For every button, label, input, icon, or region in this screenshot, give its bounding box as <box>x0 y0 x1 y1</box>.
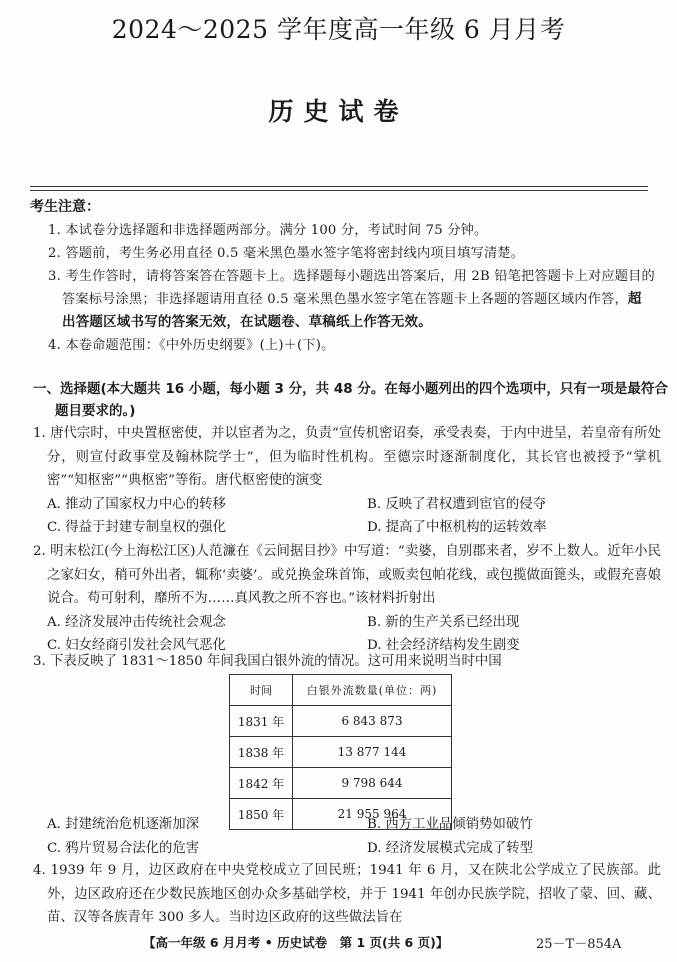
notice-item-4: 4. 本卷命题范围：《中外历史纲要》(上)＋(下)。 <box>48 338 335 353</box>
option-d[interactable]: D. 经济发展模式完成了转型 <box>367 840 534 856</box>
table-cell-year: 1838 年 <box>230 737 293 768</box>
question-3 <box>33 650 661 674</box>
table-cell-amount: 21 955 964 <box>293 799 452 830</box>
section-heading: 一、选择题(本大题共 16 小题，每小题 3 分，共 48 分。在每小题列出的四个选项中，只有一项是最符合题目要求的。) <box>33 381 668 419</box>
question-2 <box>33 540 661 658</box>
candidate-notice <box>30 196 655 357</box>
silver-outflow-table <box>229 674 452 830</box>
table-cell-amount: 6 843 873 <box>293 706 452 737</box>
exam-title: 2024～2025 学年度高一年级 6 月月考 <box>111 15 566 44</box>
option-c[interactable]: C. 得益于封建专制皇权的强化 <box>47 520 226 535</box>
question-4 <box>33 859 661 930</box>
header-divider-top <box>30 186 648 187</box>
option-a[interactable]: A. 推动了国家权力中心的转移 <box>47 496 226 512</box>
table-header-row <box>230 675 452 706</box>
table-header-year: 时间 <box>230 675 293 706</box>
option-a[interactable]: A. 经济发展冲击传统社会观念 <box>47 614 226 630</box>
option-b[interactable]: B. 新的生产关系已经出现 <box>367 614 520 630</box>
table-cell-year: 1831 年 <box>230 706 293 737</box>
header-divider-bottom <box>30 190 648 191</box>
notice-heading: 考生注意： <box>30 199 100 215</box>
option-b[interactable]: B. 反映了君权遭到宦官的侵夺 <box>367 496 547 512</box>
question-3-options <box>33 813 661 860</box>
option-d[interactable]: D. 提高了中枢机构的运转效率 <box>367 520 547 535</box>
table-row <box>230 768 452 799</box>
question-stem: 4. 1939 年 9 月，边区政府在中央党校成立了回民班；1941 年 6 月，又在陕北公学成立了民族部。此外，边区政府还在少数民族地区创办众多基础学校，并于 1941 年创办民族学院，招收了蒙、回、藏、苗、汉等各族青年 300 多人。当时边区政府的这些做法旨在 <box>33 863 661 925</box>
notice-item-2: 2. 答题前，考生务必用直径 0.5 毫米黑色墨水签字笔将密封线内项目填写清楚。 <box>48 246 525 261</box>
table-row <box>230 737 452 768</box>
footer-paper-code: 25－T－854A <box>536 937 622 952</box>
option-d[interactable]: D. 社会经济结构发生剧变 <box>367 638 520 653</box>
options <box>47 493 661 540</box>
option-c[interactable]: C. 鸦片贸易合法化的危害 <box>47 840 200 856</box>
notice-item-1: 1. 本试卷分选择题和非选择题两部分。满分 100 分，考试时间 75 分钟。 <box>48 223 488 238</box>
options <box>47 813 661 860</box>
notice-item-3-warning: 超出答题区域书写的答案无效，在试题卷、草稿纸上作答无效。 <box>62 291 642 330</box>
question-stem: 3. 下表反映了 1831～1850 年间我国白银外流的情况。这可用来说明当时中国 <box>33 654 502 669</box>
notice-item-3 <box>36 265 655 334</box>
notice-item-3-text: 3. 考生作答时，请将答案答在答题卡上。选择题每小题选出答案后，用 2B 铅笔把答题卡上对应题目的答案标号涂黑；非选择题请用直径 0.5 毫米黑色墨水签字笔在答题卡上各题的答题区域内作答， <box>48 269 655 307</box>
table-cell-amount: 9 798 644 <box>293 768 452 799</box>
option-b[interactable]: B. 西方工业品倾销势如破竹 <box>367 817 533 832</box>
table-header-amount: 白银外流数量(单位：两) <box>293 675 452 706</box>
table-row <box>230 706 452 737</box>
question-1 <box>33 422 661 540</box>
table-cell-year: 1850 年 <box>230 799 293 830</box>
question-stem: 2. 明末松江(今上海松江区)人范濂在《云间据目抄》中写道：“卖婆，自别郡来者，岁不上数人。近年小民之家妇女，稍可外出者，辄称‘卖婆’。或兑换金珠首饰，或贩卖包帕花线，或包揽做面篦头，或假充喜娘说合。苟可射利，靡所不为……真风教之所不容也。”该材料折射出 <box>33 544 661 606</box>
table-cell-amount: 13 877 144 <box>293 737 452 768</box>
subject-title: 历史试卷 <box>268 97 409 126</box>
option-a[interactable]: A. 封建统治危机逐渐加深 <box>47 817 200 832</box>
question-stem: 1. 唐代宗时，中央置枢密使，并以宦者为之，负责“宣传机密诏奏，承受表奏，于内中进呈，若皇帝有所处分，则宣付政事堂及翰林院学士”，但为临时性机构。至德宗时逐渐制度化，其长官也被授予“掌机密”“知枢密”“典枢密”等衔。唐代枢密使的演变 <box>33 426 661 488</box>
table-cell-year: 1842 年 <box>230 768 293 799</box>
option-c[interactable]: C. 妇女经商引发社会风气恶化 <box>47 638 226 653</box>
footer-page-info: 【高一年级 6 月月考 • 历史试卷 第 1 页(共 6 页)】 <box>143 935 449 950</box>
